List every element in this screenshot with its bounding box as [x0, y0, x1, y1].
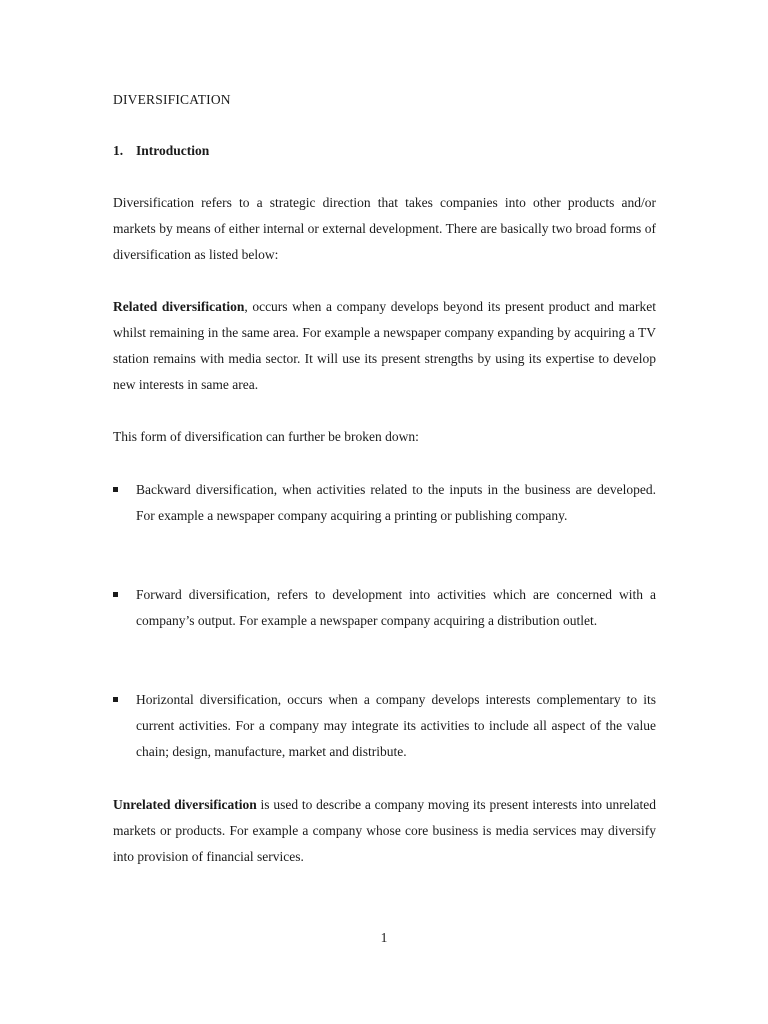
page-number: 1: [380, 930, 388, 945]
unrelated-text: is used to describe a company moving its present interests into unrelated markets or products. For example a company whose core business is media services may diversify into provision of financial services.: [113, 797, 656, 864]
unrelated-diversification-paragraph: [113, 792, 656, 870]
intro-paragraph: Diversification refers to a strategic direction that takes companies into other products and/or markets by means of either internal or external development. There are basically two broad forms of diversification as listed below:: [113, 195, 656, 262]
bullet-text: Forward diversification, refers to development into activities which are concerned with a company’s output. For example a newspaper company acquiring a distribution outlet.: [136, 587, 656, 628]
bullet-text: Backward diversification, when activities related to the inputs in the business are developed. For example a newspaper company acquiring a printing or publishing company.: [136, 482, 656, 523]
section-heading: [113, 143, 209, 159]
square-bullet-icon: [113, 592, 118, 597]
square-bullet-icon: [113, 697, 118, 702]
breakdown-intro: This form of diversification can further be broken down:: [113, 429, 419, 444]
related-term: Related diversification: [113, 299, 245, 314]
section-number: 1.: [113, 143, 124, 158]
square-bullet-icon: [113, 487, 118, 492]
unrelated-term: Unrelated diversification: [113, 797, 257, 812]
section-title: Introduction: [136, 143, 210, 158]
related-diversification-paragraph: [113, 294, 656, 398]
related-text: , occurs when a company develops beyond its present product and market whilst remaining in the same area. For example a newspaper company expanding by acquiring a TV station remains with media sector. It will use its present strengths by using its expertise to develop new interests in same area.: [113, 299, 656, 392]
bullet-text: Horizontal diversification, occurs when a company develops interests complementary to its current activities. For a company may integrate its activities to include all aspect of the value chain; design, manufacture, market and distribute.: [136, 692, 656, 759]
document-title: DIVERSIFICATION: [113, 92, 231, 107]
